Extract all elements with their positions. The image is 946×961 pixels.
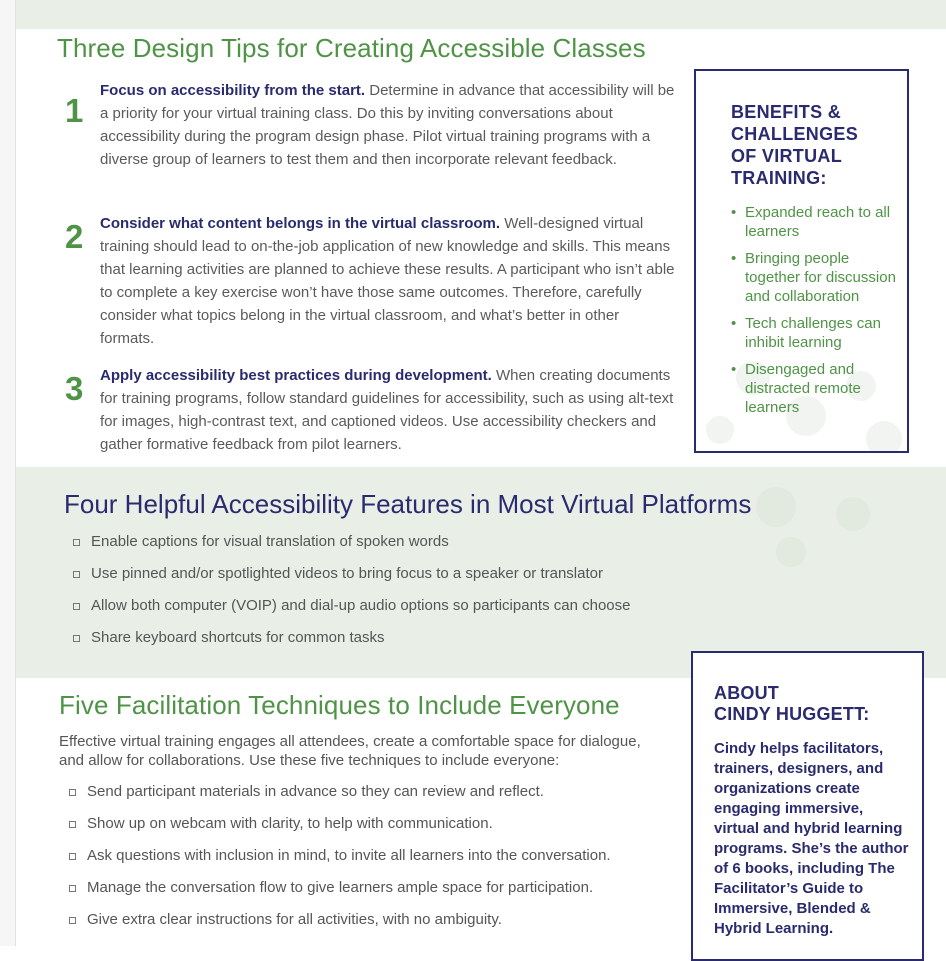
title-line: CHALLENGES xyxy=(731,124,859,144)
benefits-list xyxy=(696,203,907,417)
tip-body: When creating documents for training programs, follow standard guidelines for accessibility, such as using alt-text for images, high-contrast text, and captioned videos. Use accessibility checkers and gather formative feedback from pilot learners. xyxy=(100,367,674,453)
techniques-intro: Effective virtual training engages all attendees, create a comfortable space for dialogue, and allow for collaborations. Use these five techniques to include everyone: xyxy=(59,733,641,769)
title-line: TRAINING: xyxy=(731,168,827,188)
techniques-item: Give extra clear instructions for all activities, with no ambiguity. xyxy=(60,910,611,942)
features-item: Enable captions for visual translation of spoken words xyxy=(64,532,630,564)
features-list xyxy=(64,532,630,660)
benefits-item: • Expanded reach to all learners xyxy=(731,203,907,241)
features-heading: Four Helpful Accessibility Features in Most Virtual Platforms xyxy=(64,489,752,519)
title-line: BENEFITS & xyxy=(731,102,842,122)
techniques-item: Send participant materials in advance so they can review and reflect. xyxy=(60,782,611,814)
techniques-heading: Five Facilitation Techniques to Include Everyone xyxy=(59,690,620,720)
tip-number: 2 xyxy=(65,218,84,255)
tip-1 xyxy=(60,79,675,171)
title-line: OF VIRTUAL xyxy=(731,146,842,166)
features-item: Allow both computer (VOIP) and dial-up audio options so participants can choose xyxy=(64,596,630,628)
benefits-item: • Tech challenges can inhibit learning xyxy=(731,314,907,352)
tip-3 xyxy=(60,364,675,456)
tip-body: Well-designed virtual training should lead to on-the-job application of new knowledge and skills. This means that learning activities are planned to achieve these results. A participant who isn’t able to complete a key exercise won’t have those same outcomes. Therefore, carefully consider what topics belong in the virtual classroom, and what’s better in other formats. xyxy=(100,215,675,347)
decor-circle xyxy=(866,421,902,453)
title-line: ABOUT xyxy=(714,683,779,703)
techniques-item: Ask questions with inclusion in mind, to invite all learners into the conversation. xyxy=(60,846,611,878)
features-item: Use pinned and/or spotlighted videos to bring focus to a speaker or translator xyxy=(64,564,630,596)
top-band xyxy=(16,0,946,29)
tip-lead: Apply accessibility best practices during development. xyxy=(100,367,492,384)
page-edge xyxy=(0,0,16,946)
about-author-box xyxy=(691,651,924,961)
tip-body: Determine in advance that accessibility will be a priority for your virtual training class. Do this by inviting conversations about accessibility during the program design phase. Pilot virtual training programs with a diverse group of learners to test them and then incorporate relevant feedback. xyxy=(100,82,675,168)
techniques-item: Manage the conversation flow to give learners ample space for participation. xyxy=(60,878,611,910)
about-title xyxy=(693,653,922,725)
tip-text xyxy=(100,212,675,350)
decor-circle xyxy=(756,487,796,527)
decor-circle xyxy=(836,497,870,531)
design-tips-heading: Three Design Tips for Creating Accessible Classes xyxy=(57,33,646,63)
benefits-title xyxy=(696,71,907,189)
tip-number: 3 xyxy=(65,370,84,407)
tip-lead: Consider what content belongs in the virtual classroom. xyxy=(100,215,501,232)
tip-number: 1 xyxy=(65,92,84,129)
benefits-item: • Disengaged and distracted remote learners xyxy=(731,360,907,417)
tip-text xyxy=(100,364,675,456)
features-section xyxy=(16,467,946,678)
benefits-challenges-box xyxy=(694,69,909,453)
decor-circle xyxy=(706,416,734,444)
tip-2 xyxy=(60,212,675,350)
benefits-item: • Bringing people together for discussion and collaboration xyxy=(731,249,907,306)
tip-text xyxy=(100,79,675,171)
techniques-item: Show up on webcam with clarity, to help with communication. xyxy=(60,814,611,846)
tip-lead: Focus on accessibility from the start. xyxy=(100,82,366,99)
techniques-list xyxy=(60,782,611,942)
decor-circle xyxy=(776,537,806,567)
title-line: CINDY HUGGETT: xyxy=(714,704,870,724)
about-body: Cindy helps facilitators, trainers, designers, and organizations create engaging immersive, virtual and hybrid learning programs. She’s the author of 6 books, including The Facilitator’s Guide to Immersive, Blended & Hybrid Learning. xyxy=(714,740,909,937)
features-item: Share keyboard shortcuts for common tasks xyxy=(64,628,630,660)
